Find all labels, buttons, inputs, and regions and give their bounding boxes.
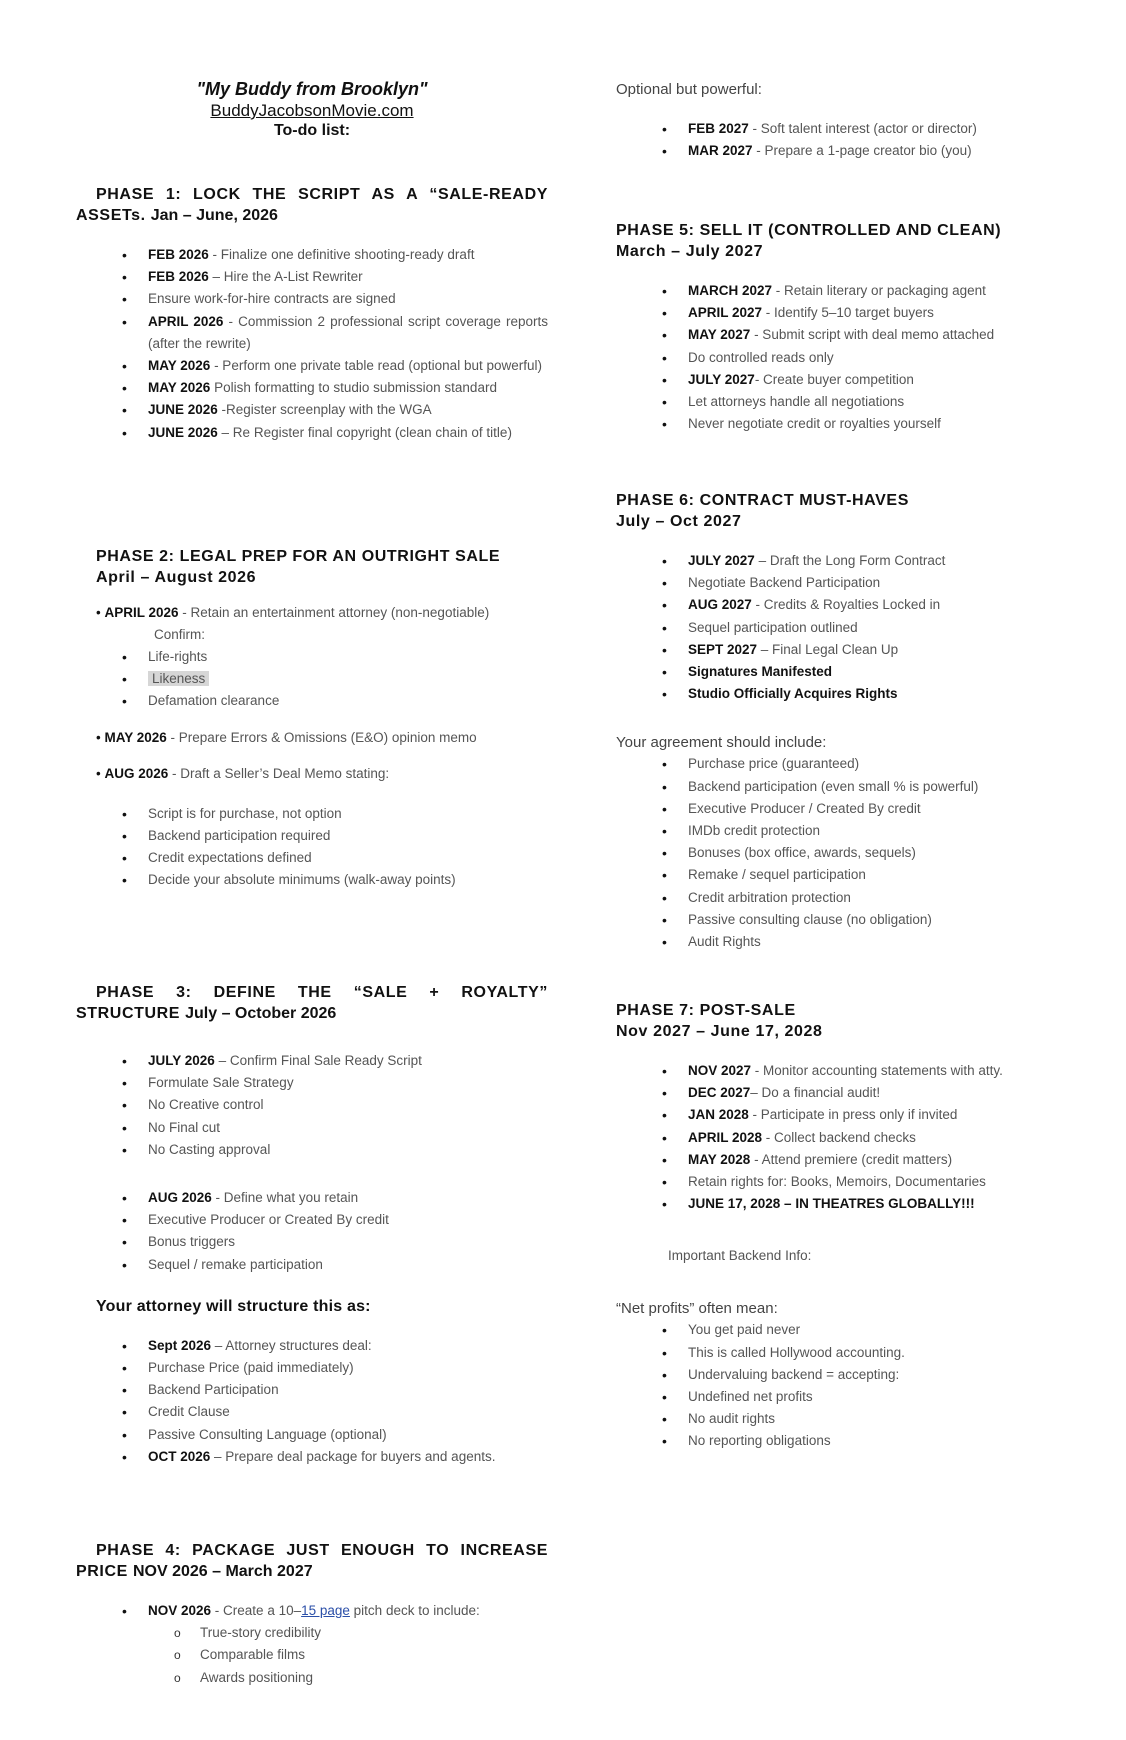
list-item: • Decide your absolute minimums (walk-away points) [76,869,548,891]
list-item: • MAY 2028 - Attend premiere (credit matters) [616,1149,1076,1171]
list-item: • MAR 2027 - Prepare a 1-page creator bio (you) [616,140,1076,162]
list-item: • OCT 2026 – Prepare deal package for buyers and agents. [76,1446,548,1468]
list-item: • NOV 2026 - Create a 10–15 page pitch deck to include: [76,1600,548,1622]
optional-label: Optional but powerful: [616,81,762,98]
phase-6-dates: July – Oct 2027 [616,513,742,530]
net-profits-list [616,1319,1076,1452]
list-item: • DEC 2027– Do a financial audit! [616,1082,1076,1104]
attorney-heading: Your attorney will structure this as: [96,1297,371,1315]
list-item: • No Final cut [76,1117,548,1139]
list-item: • Bonuses (box office, awards, sequels) [616,842,1076,864]
phase-5-dates: March – July 2027 [616,243,764,260]
optional-list [616,118,1076,162]
list-item: • JULY 2027- Create buyer competition [616,369,1076,391]
list-item: • Formulate Sale Strategy [76,1072,548,1094]
confirm-list [76,646,548,713]
phase-6-title: PHASE 6: CONTRACT MUST-HAVES [616,492,909,509]
phase-2-aug-item: • AUG 2026 - Draft a Seller’s Deal Memo stating: [96,765,390,781]
list-item: • Do controlled reads only [616,347,1076,369]
list-item: • Passive consulting clause (no obligation) [616,909,1076,931]
list-item: • JUNE 2026 – Re Register final copyright (clean chain of title) [76,422,548,444]
list-item: • FEB 2026 - Finalize one definitive shooting-ready draft [76,244,548,266]
agreement-list [616,753,1076,953]
phase-7-title: PHASE 7: POST-SALE [616,1002,796,1019]
phase-3-section [76,982,548,1468]
list-item: • Credit arbitration protection [616,887,1076,909]
list-item: • Purchase Price (paid immediately) [76,1357,548,1379]
list-item: • Defamation clearance [76,690,548,712]
website-link[interactable]: BuddyJacobsonMovie.com [210,101,414,120]
list-item: • AUG 2027 - Credits & Royalties Locked in [616,594,1076,616]
list-item: • Script is for purchase, not option [76,803,548,825]
list-item: • Life-rights [76,646,548,668]
list-item: • NOV 2027 - Monitor accounting statements with atty. [616,1060,1076,1082]
backend-info-label: Important Backend Info: [668,1248,812,1264]
list-item: • Never negotiate credit or royalties yourself [616,413,1076,435]
list-item: • MAY 2026 - Perform one private table read (optional but powerful) [76,355,548,377]
list-item: • No audit rights [616,1408,1076,1430]
list-item: • Undervaluing backend = accepting: [616,1364,1076,1386]
attorney-list [76,1335,548,1468]
list-item: • You get paid never [616,1319,1076,1341]
list-item: o Comparable films [76,1644,548,1666]
highlighted-text: Likeness [148,671,209,686]
phase-6-list [616,550,1076,705]
list-item: • APRIL 2027 - Identify 5–10 target buyers [616,302,1076,324]
optional-section [616,80,1076,162]
phase-5-title: PHASE 5: SELL IT (CONTROLLED AND CLEAN) [616,222,1002,239]
phase-6-section [616,490,1076,953]
list-item [76,668,548,690]
list-item: • Passive Consulting Language (optional) [76,1424,548,1446]
list-item: • Credit expectations defined [76,847,548,869]
phase-5-list [616,280,1076,435]
phase-2-section [76,546,548,891]
list-item: • FEB 2026 – Hire the A-List Rewriter [76,266,548,288]
list-item: • MAY 2027 - Submit script with deal memo attached [616,324,1076,346]
list-item: • Studio Officially Acquires Rights [616,683,1076,705]
list-item: • APRIL 2026 - Commission 2 professional script coverage reports (after the rewrite) [76,311,548,355]
phase-5-section [616,220,1076,435]
list-item: • Sequel / remake participation [76,1254,548,1276]
movie-title: "My Buddy from Brooklyn" [196,79,428,99]
agreement-heading: Your agreement should include: [616,734,827,752]
list-item: • Negotiate Backend Participation [616,572,1076,594]
phase-4-title: PHASE 4: PACKAGE JUST ENOUGH TO INCREASE PRICE NOV 2026 – March 2027 [76,1542,548,1580]
list-item: • JUNE 17, 2028 – IN THEATRES GLOBALLY!!! [616,1193,1076,1215]
phase-1-list [76,244,548,444]
list-item: • Signatures Manifested [616,661,1076,683]
list-item: • JULY 2027 – Draft the Long Form Contract [616,550,1076,572]
list-item: • Sept 2026 – Attorney structures deal: [76,1335,548,1357]
phase-3-title: PHASE 3: DEFINE THE “SALE + ROYALTY” STRUCTURE July – October 2026 [76,984,548,1022]
phase-2-may-item: • MAY 2026 - Prepare Errors & Omissions (E&O) opinion memo [96,729,477,745]
phase-4-section [76,1540,548,1689]
phase-4-list [76,1600,548,1622]
list-item: • Backend Participation [76,1379,548,1401]
list-item: o Awards positioning [76,1667,548,1689]
list-item: • Backend participation (even small % is powerful) [616,776,1076,798]
list-item: • Retain rights for: Books, Memoirs, Documentaries [616,1171,1076,1193]
list-item: • Ensure work-for-hire contracts are signed [76,288,548,310]
net-profits-heading: “Net profits” often mean: [616,1300,778,1318]
phase-1-section [76,184,548,444]
phase-2-attorney-item: • APRIL 2026 - Retain an entertainment attorney (non-negotiable) [96,605,490,620]
phase-1-title: PHASE 1: LOCK THE SCRIPT AS A “SALE-READY ASSETs. Jan – June, 2026 [76,186,548,224]
list-item: • Let attorneys handle all negotiations [616,391,1076,413]
pitch-deck-list [76,1622,548,1689]
page-count-link[interactable]: 15 page [301,1603,350,1618]
list-item: • APRIL 2028 - Collect backend checks [616,1127,1076,1149]
list-item: • JAN 2028 - Participate in press only if invited [616,1104,1076,1126]
list-item: • Executive Producer or Created By credit [76,1209,548,1231]
phase-7-dates: Nov 2027 – June 17, 2028 [616,1023,823,1040]
phase-7-list [616,1060,1076,1215]
phase-3-list-a [76,1050,548,1161]
list-item: • JUNE 2026 -Register screenplay with the WGA [76,399,548,421]
todo-heading: To-do list: [273,122,351,139]
list-item: • AUG 2026 - Define what you retain [76,1187,548,1209]
list-item: • This is called Hollywood accounting. [616,1342,1076,1364]
list-item: • SEPT 2027 – Final Legal Clean Up [616,639,1076,661]
list-item: • No Creative control [76,1094,548,1116]
phase-2-title: PHASE 2: LEGAL PREP FOR AN OUTRIGHT SALE [96,548,501,565]
list-item: • Purchase price (guaranteed) [616,753,1076,775]
deal-memo-list [76,803,548,892]
list-item: • Undefined net profits [616,1386,1076,1408]
phase-3-list-b [76,1187,548,1276]
list-item: • MAY 2026 Polish formatting to studio submission standard [76,377,548,399]
list-item: • Executive Producer / Created By credit [616,798,1076,820]
list-item: • No Casting approval [76,1139,548,1161]
list-item: • IMDb credit protection [616,820,1076,842]
list-item: • No reporting obligations [616,1430,1076,1452]
list-item: • Backend participation required [76,825,548,847]
list-item: • Remake / sequel participation [616,864,1076,886]
list-item: • Bonus triggers [76,1231,548,1253]
phase-7-section [616,1000,1076,1453]
list-item: • FEB 2027 - Soft talent interest (actor or director) [616,118,1076,140]
phase-2-dates: April – August 2026 [96,569,257,586]
list-item: • JULY 2026 – Confirm Final Sale Ready Script [76,1050,548,1072]
list-item: • Sequel participation outlined [616,617,1076,639]
list-item: • MARCH 2027 - Retain literary or packaging agent [616,280,1076,302]
list-item: • Credit Clause [76,1401,548,1423]
list-item: o True-story credibility [76,1622,548,1644]
document-header [76,78,548,141]
list-item: • Audit Rights [616,931,1076,953]
confirm-label: Confirm: [154,627,206,642]
